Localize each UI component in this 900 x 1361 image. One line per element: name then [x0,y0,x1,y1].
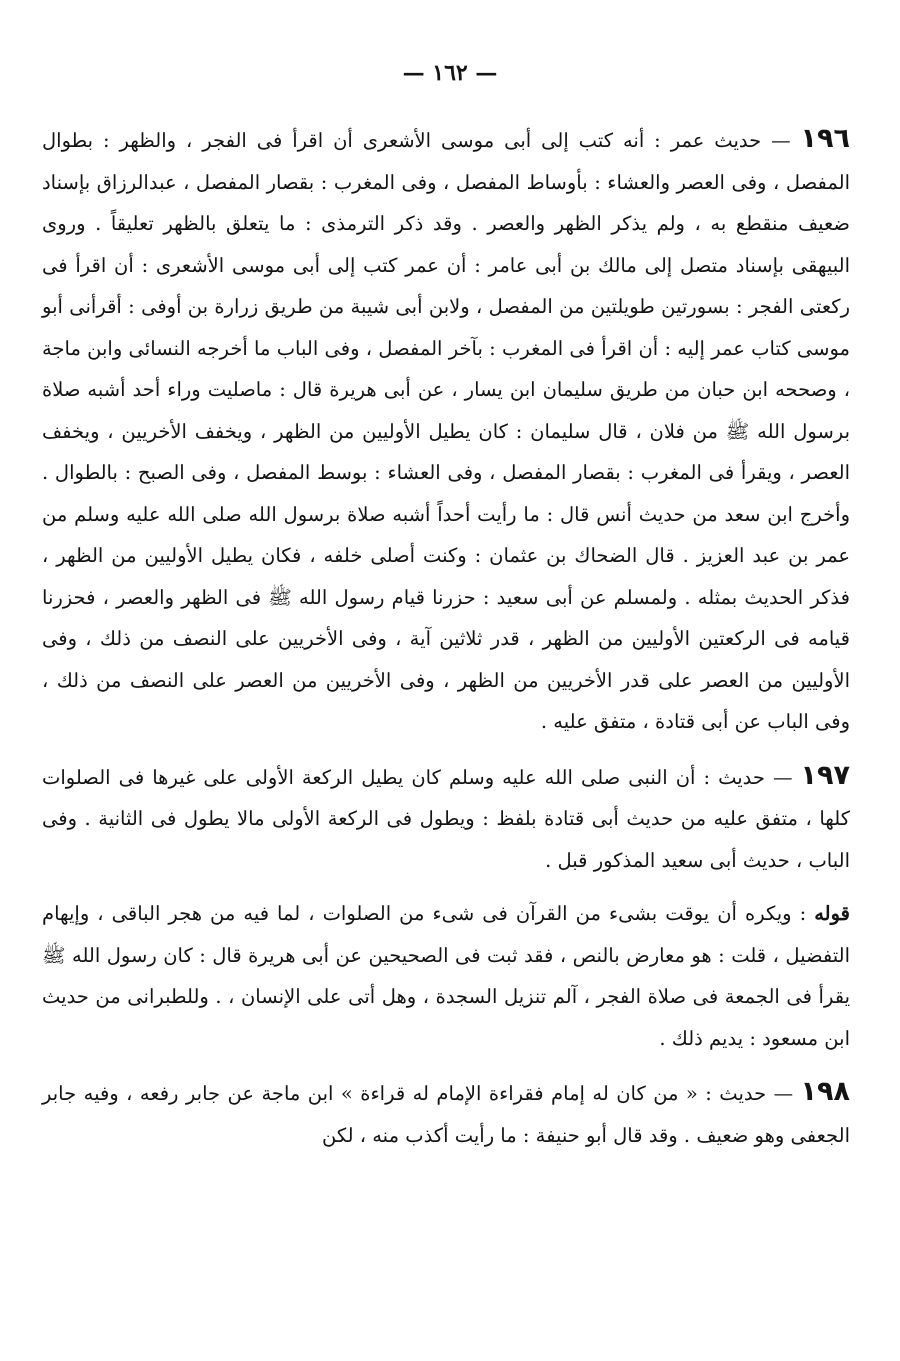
hadith-198-paragraph [42,1071,850,1156]
qawluhu-paragraph [42,893,850,1059]
hadith-number: ١٩٨ [800,1076,850,1107]
paragraph-text: : ويكره أن يوقت بشىء من القرآن فى شىء من الصلوات ، لما فيه من هجر الباقى ، وإيهام التفضيل ، قلت : هو معارض بالنص ، فقد ثبت فى الصحيحين عن أبى هريرة قال : كان رسول الله ﷺ يقرأ فى الجمعة فى صلاة الفجر ، آلم تنزيل السجدة ، وهل أتى على الإنسان ، . وللطبرانى من حديث ابن مسعود : يديم ذلك . [42,902,850,1050]
paragraph-text: — حديث : أن النبى صلى الله عليه وسلم كان يطيل الركعة الأولى على غيرها فى الصلوات كلها ، متفق عليه من حديث أبى قتادة بلفظ : ويطول فى الركعة الأولى مالا يطول فى الثانية . وفى الباب ، حديث أبى سعيد المذكور قبل . [42,765,850,872]
paragraph-text: — حديث : « من كان له إمام فقراءة الإمام له قراءة » ابن ماجة عن جابر رفعه ، وفيه جابر الجعفى وهو ضعيف . وقد قال أبو حنيفة : ما رأيت أكذب منه ، لكن [42,1082,850,1147]
lead-word: قوله [814,902,850,925]
paragraph-text: — حديث عمر : أنه كتب إلى أبى موسى الأشعرى أن اقرأ فى الفجر ، والظهر : بطوال المفصل ، وفى العصر والعشاء : بأوساط المفصل ، وفى المغرب : بقصار المفصل ، عبدالرزاق بإسناد ضعيف منقطع به ، ولم يذكر الظهر والعصر . وقد ذكر الترمذى : ما يتعلق بالظهر تعليقاً . وروى البيهقى بإسناد متصل إلى مالك بن أبى عامر : أن عمر كتب إلى أبى موسى الأشعرى : أن اقرأ فى ركعتى الفجر : بسورتين طويلتين من المفصل ، ولابن أبى شيبة من طريق زرارة بن أوفى : أقرأنى أبو موسى كتاب عمر إليه : أن اقرأ فى المغرب : بآخر المفصل ، وفى الباب ما أخرجه النسائى وابن ماجة ، وصححه ابن حبان من طريق سليمان ابن يسار ، عن أبى هريرة قال : ماصليت وراء أحد أشبه صلاة برسول الله ﷺ من فلان ، قال سليمان : كان يطيل الأوليين من الظهر ، ويخفف الأخريين ، ويخفف العصر ، ويقرأ فى المغرب : بقصار المفصل ، وفى العشاء : بوسط المفصل ، وفى الصبح : بالطوال . وأخرج ابن سعد من حديث أنس قال : ما رأيت أحداً أشبه صلاة برسول الله صلى الله عليه وسلم من عمر بن عبد العزيز . قال الضحاك بن عثمان : وكنت أصلى خلفه ، فكان يطيل الأوليين من الظهر ، فذكر الحديث بمثله . ولمسلم عن أبى سعيد : حزرنا قيام رسول الله ﷺ فى الظهر والعصر ، فحزرنا قيامه فى الركعتين الأوليين من الظهر ، قدر ثلاثين آية ، وفى الأخريين على النصف من ذلك ، وفى الأوليين من العصر على قدر الأخريين من الظهر ، وفى الأخريين من العصر على النصف من ذلك ، وفى الباب عن أبى قتادة ، متفق عليه . [42,129,850,733]
page-number: — ١٦٢ — [402,60,498,86]
hadith-197-paragraph [42,755,850,882]
hadith-196-paragraph [42,118,850,743]
text-body [42,118,850,1156]
hadith-number: ١٩٦ [800,123,850,154]
hadith-number: ١٩٧ [800,759,850,791]
